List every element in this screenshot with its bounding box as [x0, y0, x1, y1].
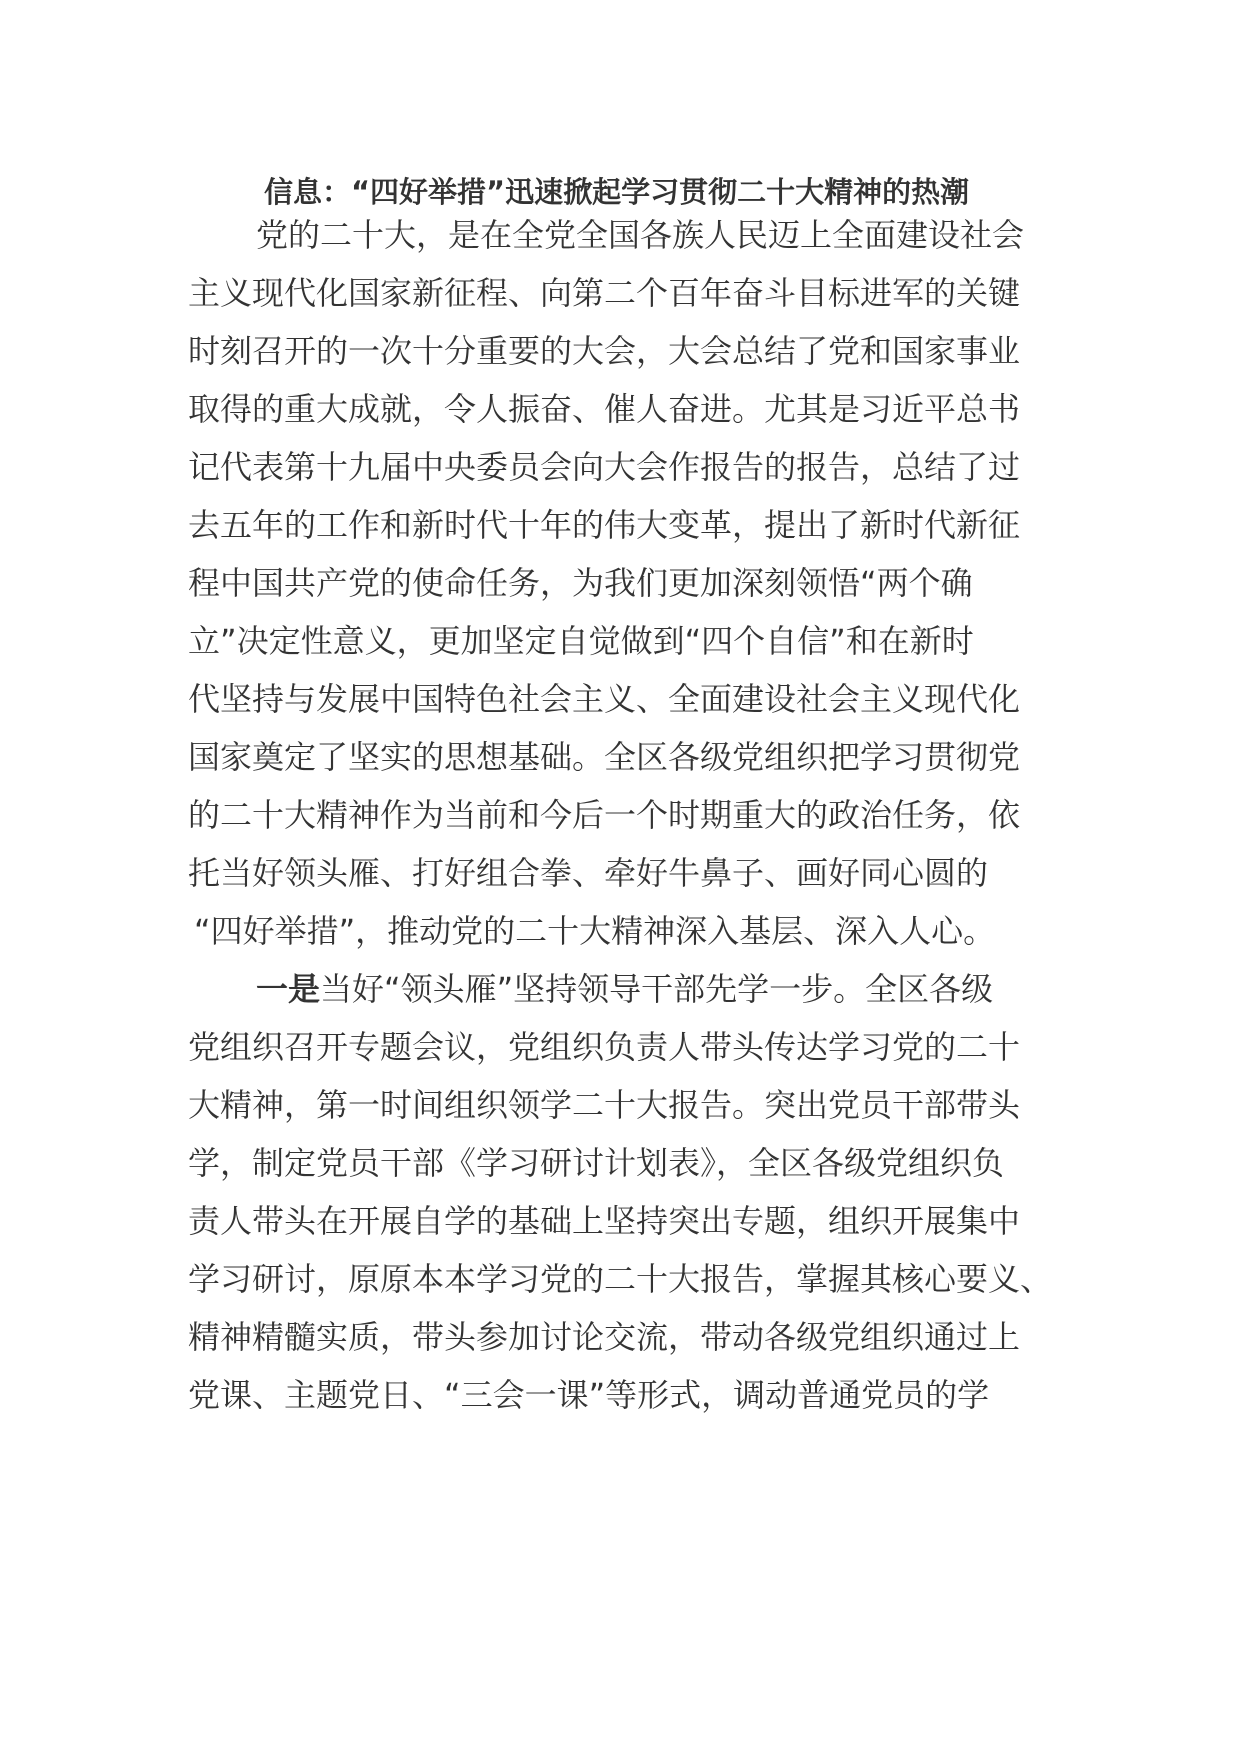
paragraph-line: 党组织召开专题会议，党组织负责人带头传达学习党的二十	[188, 1028, 1021, 1066]
paragraph-line: 主义现代化国家新征程、向第二个百年奋斗目标进军的关键	[188, 274, 1021, 312]
paragraph-line: 学习研讨，原原本本学习党的二十大报告，掌握其核心要义、	[188, 1260, 1053, 1298]
paragraph-line: 精神精髓实质，带头参加讨论交流，带动各级党组织通过上	[188, 1318, 1021, 1356]
paragraph-line: 程中国共产党的使命任务，为我们更加深刻领悟“两个确	[188, 564, 973, 602]
paragraph-line: 时刻召开的一次十分重要的大会，大会总结了党和国家事业	[188, 332, 1021, 370]
paragraph-line: 的二十大精神作为当前和今后一个时期重大的政治任务，依	[188, 796, 1021, 834]
paragraph-lead: 一是	[256, 970, 321, 1008]
paragraph-line: 党的二十大，是在全党全国各族人民迈上全面建设社会	[256, 216, 1025, 254]
paragraph-line: 取得的重大成就，令人振奋、催人奋进。尤其是习近平总书	[188, 390, 1021, 428]
paragraph-line: 大精神，第一时间组织领学二十大报告。突出党员干部带头	[188, 1086, 1021, 1124]
paragraph-line: 党课、主题党日、“三会一课”等形式，调动普通党员的学	[188, 1376, 990, 1414]
document-title: 信息：“四好举措”迅速掀起学习贯彻二十大精神的热潮	[264, 175, 970, 209]
paragraph-line: 托当好领头雁、打好组合拳、牵好牛鼻子、画好同心圆的	[188, 854, 989, 892]
paragraph-line: 责人带头在开展自学的基础上坚持突出专题，组织开展集中	[188, 1202, 1021, 1240]
paragraph-line: 去五年的工作和新时代十年的伟大变革，提出了新时代新征	[188, 506, 1021, 544]
paragraph-line: 代坚持与发展中国特色社会主义、全面建设社会主义现代化	[188, 680, 1021, 718]
paragraph-line: 立”决定性意义，更加坚定自觉做到“四个自信”和在新时	[188, 622, 974, 660]
paragraph-line: 学，制定党员干部《学习研讨计划表》，全区各级党组织负	[188, 1144, 1005, 1182]
paragraph-line: 记代表第十九届中央委员会向大会作报告的报告，总结了过	[188, 448, 1021, 486]
paragraph-line: “四好举措”，推动党的二十大精神深入基层、深入人心。	[194, 912, 996, 950]
paragraph-line-text: 当好“领头雁”坚持领导干部先学一步。全区各级	[320, 970, 994, 1008]
paragraph-line: 国家奠定了坚实的思想基础。全区各级党组织把学习贯彻党	[188, 738, 1021, 776]
paragraph-line	[256, 968, 993, 1010]
